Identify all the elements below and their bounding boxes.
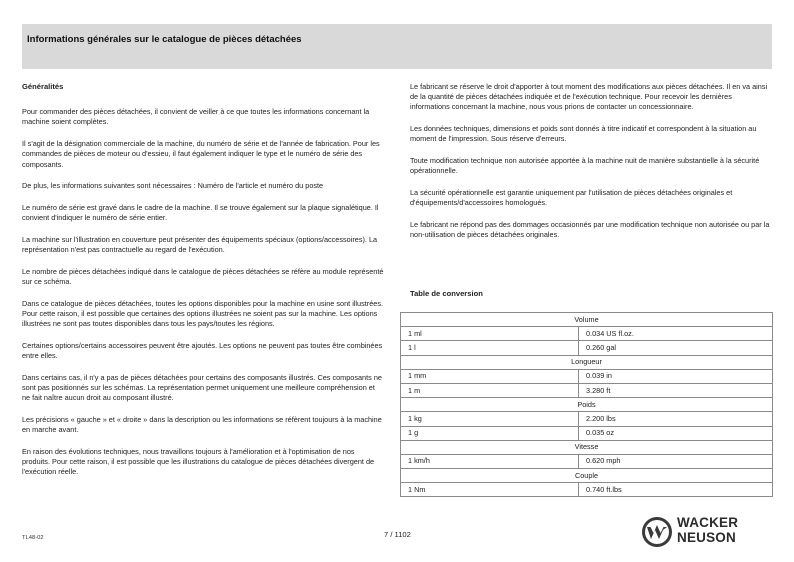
left-paragraph: Pour commander des pièces détachées, il convient de veiller à ce que toutes les informations concernant la machine soient complètes. (22, 107, 370, 127)
right-column (410, 82, 772, 252)
logo-line-1: WACKER (677, 515, 739, 530)
left-paragraph: Le nombre de pièces détachées indiqué dans le catalogue de pièces détachées se réfère au module représenté sur ce schéma. (22, 266, 384, 286)
left-paragraph: Le numéro de série est gravé dans le cadre de la machine. Il se trouve également sur la plaque signalétique. Il convient d'indiquer le numéro de série entier. (22, 202, 379, 223)
table-row (401, 483, 773, 497)
group-header: Volume (401, 313, 773, 327)
left-column (22, 82, 384, 489)
wacker-neuson-w-icon (641, 516, 673, 548)
table-group-row (401, 355, 773, 369)
value-cell: 0.740 ft.lbs (579, 483, 773, 497)
conversion-table (400, 312, 773, 497)
header-bar (22, 24, 772, 69)
right-paragraph: Le fabricant se réserve le droit d'apporter à tout moment des modifications aux pièces détachées. Il en va ainsi de la quantité de pièces détachées indiquée et de l'exécution technique. Pour recevoir les dernières informations concernant la machine, nous vous prions de contacter un concessionnaire. (410, 82, 768, 112)
unit-cell: 1 g (401, 426, 579, 440)
right-paragraph: Toute modification technique non autorisée apportée à la machine nuit de manière substantielle à la sécurité opérationnelle. (410, 156, 760, 176)
table-group-row (401, 398, 773, 412)
unit-cell: 1 l (401, 341, 579, 355)
left-paragraph: La machine sur l'illustration en couverture peut présenter des équipements spéciaux (options/accessoires). La représentation n'est pas contractuelle au regard de l'exécution. (22, 234, 378, 255)
left-paragraph: Dans certains cas, il n'y a pas de pièces détachées pour certains des composants illustrés. Ces composants ne sont pas positionnés sur les schémas. La représentation permet uniquement une meilleure compréhension et ne fait naître aucun droit au composant illustré. (22, 372, 382, 403)
right-paragraph: Les données techniques, dimensions et poids sont donnés à titre indicatif et correspondent à la situation au moment de l'impression. Sous réserve d'erreurs. (410, 124, 757, 144)
group-header: Poids (401, 398, 773, 412)
left-paragraph: En raison des évolutions techniques, nous travaillons toujours à l'amélioration et à l'optimisation de nos produits. Pour cette raison, il est possible que les illustrations du catalogue de pièces détachées divergent de l'exécution réelle. (22, 446, 375, 477)
value-cell: 0.260 gal (579, 341, 773, 355)
value-cell: 2.200 lbs (579, 412, 773, 426)
value-cell: 0.620 mph (579, 454, 773, 468)
table-row (401, 369, 773, 383)
group-header: Couple (401, 469, 773, 483)
table-row (401, 383, 773, 397)
left-paragraph: Certaines options/certains accessoires peuvent être ajoutés. Les options ne peuvent pas toutes être combinées entre elles. (22, 340, 383, 360)
table-group-row (401, 440, 773, 454)
conversion-table-title: Table de conversion (410, 289, 483, 298)
unit-cell: 1 ml (401, 327, 579, 341)
section-title-generalites: Généralités (22, 82, 64, 91)
unit-cell: 1 mm (401, 369, 579, 383)
table-row (401, 412, 773, 426)
group-header: Longueur (401, 355, 773, 369)
page-title: Informations générales sur le catalogue de pièces détachées (27, 34, 302, 45)
value-cell: 0.034 US fl.oz. (579, 327, 773, 341)
table-row (401, 327, 773, 341)
value-cell: 0.035 oz (579, 426, 773, 440)
group-header: Vitesse (401, 440, 773, 454)
table-row (401, 454, 773, 468)
document-code: TL48-02 (22, 535, 44, 541)
left-paragraph: Il s'agit de la désignation commerciale de la machine, du numéro de série et de l'année de fabrication. Pour les commandes de pièces de moteur ou d'essieu, il faut également indiquer le type et le numéro de série des composants. (22, 139, 380, 169)
value-cell: 0.039 in (579, 369, 773, 383)
table-row (401, 426, 773, 440)
logo-line-2: NEUSON (677, 530, 736, 545)
left-paragraph: De plus, les informations suivantes sont nécessaires : Numéro de l'article et numéro du poste (22, 181, 324, 191)
unit-cell: 1 kg (401, 412, 579, 426)
right-paragraph: Le fabricant ne répond pas des dommages occasionnés par une modification technique non autorisée ou par la non-utilisation de pièces détachées originales. (410, 219, 770, 240)
value-cell: 3.280 ft (579, 383, 773, 397)
unit-cell: 1 Nm (401, 483, 579, 497)
table-group-row (401, 313, 773, 327)
left-paragraph: Dans ce catalogue de pièces détachées, toutes les options disponibles pour la machine en usine sont illustrées. Pour cette raison, il est possible que certaines des options illustrées ne soient pas sur la machine. Les options illustrées ne sont pas toutes disponibles dans tous les pays/toutes les régions. (22, 298, 384, 329)
page-number: 7 / 1102 (384, 530, 411, 539)
table-group-row (401, 469, 773, 483)
unit-cell: 1 km/h (401, 454, 579, 468)
logo-wordmark (677, 515, 738, 545)
right-paragraph: La sécurité opérationnelle est garantie uniquement par l'utilisation de pièces détachées originales et d'équipements/d'accessoires homologués. (410, 187, 733, 208)
table-row (401, 341, 773, 355)
unit-cell: 1 m (401, 383, 579, 397)
left-paragraph: Les précisions « gauche » et « droite » dans la description ou les informations se réfèrent toujours à la machine en marche avant. (22, 414, 382, 434)
wacker-neuson-logo (641, 513, 776, 553)
